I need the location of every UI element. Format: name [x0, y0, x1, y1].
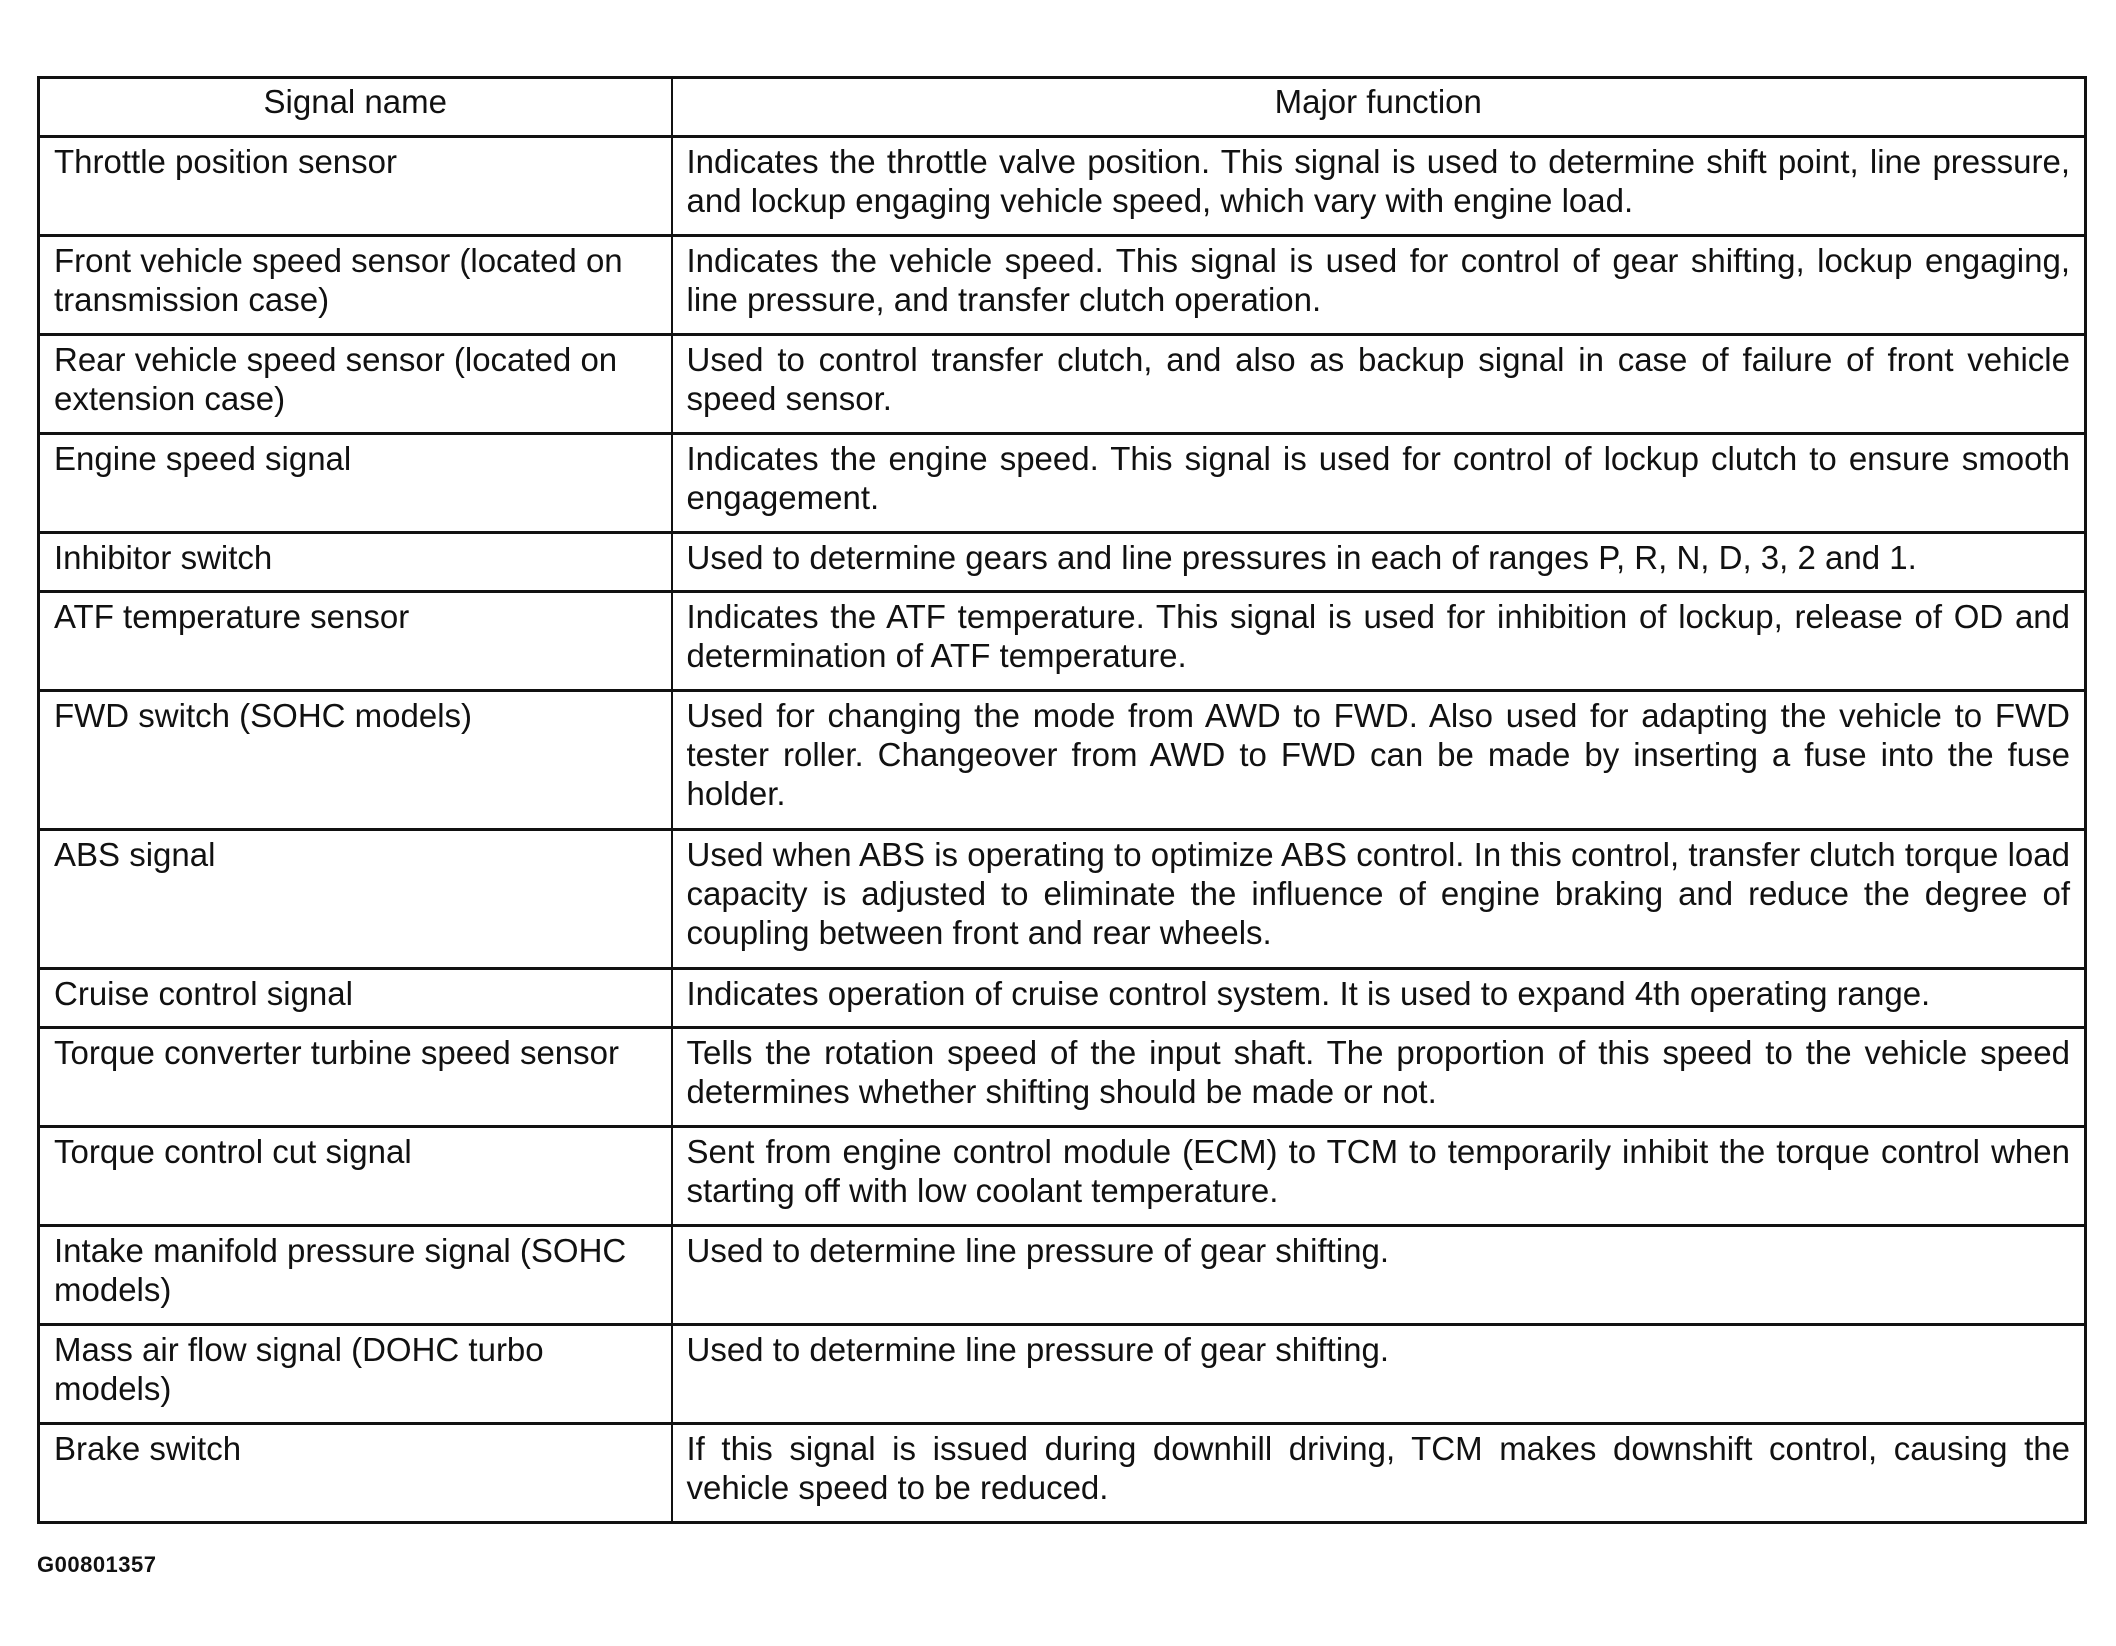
signal-name-cell: Torque converter turbine speed sensor	[39, 1028, 672, 1127]
signal-name-cell: Mass air flow signal (DOHC turbo models)	[39, 1325, 672, 1424]
table-row	[39, 434, 2086, 533]
signal-name-cell: Throttle position sensor	[39, 137, 672, 236]
header-signal-name: Signal name	[39, 78, 672, 137]
major-function-cell: Used when ABS is operating to optimize ABS control. In this control, transfer clutch torque load capacity is adjusted to eliminate the influence of engine braking and reduce the degree of coupling between front and rear wheels.	[672, 830, 2086, 969]
table-row	[39, 1028, 2086, 1127]
signal-name-cell: Engine speed signal	[39, 434, 672, 533]
table-row	[39, 1127, 2086, 1226]
header-major-function: Major function	[672, 78, 2086, 137]
signal-name-cell: Inhibitor switch	[39, 533, 672, 592]
table-row	[39, 1226, 2086, 1325]
table-row	[39, 335, 2086, 434]
signal-name-cell: Brake switch	[39, 1424, 672, 1523]
table-row	[39, 969, 2086, 1028]
table-row	[39, 691, 2086, 830]
major-function-cell: Indicates operation of cruise control system. It is used to expand 4th operating range.	[672, 969, 2086, 1028]
major-function-cell: Tells the rotation speed of the input shaft. The proportion of this speed to the vehicle speed determines whether shifting should be made or not.	[672, 1028, 2086, 1127]
major-function-cell: Used to determine line pressure of gear shifting.	[672, 1226, 2086, 1325]
signal-name-cell: ABS signal	[39, 830, 672, 969]
signal-name-cell: Front vehicle speed sensor (located on transmission case)	[39, 236, 672, 335]
major-function-cell: If this signal is issued during downhill driving, TCM makes downshift control, causing the vehicle speed to be reduced.	[672, 1424, 2086, 1523]
major-function-cell: Indicates the vehicle speed. This signal is used for control of gear shifting, lockup engaging, line pressure, and transfer clutch operation.	[672, 236, 2086, 335]
table-row	[39, 830, 2086, 969]
major-function-cell: Used to determine line pressure of gear shifting.	[672, 1325, 2086, 1424]
signal-name-cell: FWD switch (SOHC models)	[39, 691, 672, 830]
major-function-cell: Used for changing the mode from AWD to FWD. Also used for adapting the vehicle to FWD tester roller. Changeover from AWD to FWD can be made by inserting a fuse into the fuse holder.	[672, 691, 2086, 830]
table-row	[39, 236, 2086, 335]
major-function-cell: Used to control transfer clutch, and also as backup signal in case of failure of front vehicle speed sensor.	[672, 335, 2086, 434]
table-row	[39, 1325, 2086, 1424]
signal-name-cell: Cruise control signal	[39, 969, 672, 1028]
table-header-row	[39, 78, 2086, 137]
major-function-cell: Sent from engine control module (ECM) to TCM to temporarily inhibit the torque control when starting off with low coolant temperature.	[672, 1127, 2086, 1226]
major-function-cell: Indicates the throttle valve position. This signal is used to determine shift point, line pressure, and lockup engaging vehicle speed, which vary with engine load.	[672, 137, 2086, 236]
signal-name-cell: Intake manifold pressure signal (SOHC models)	[39, 1226, 672, 1325]
signal-name-cell: Torque control cut signal	[39, 1127, 672, 1226]
major-function-cell: Indicates the engine speed. This signal is used for control of lockup clutch to ensure smooth engagement.	[672, 434, 2086, 533]
signal-name-cell: ATF temperature sensor	[39, 592, 672, 691]
signal-function-table	[37, 76, 2087, 1524]
major-function-cell: Used to determine gears and line pressures in each of ranges P, R, N, D, 3, 2 and 1.	[672, 533, 2086, 592]
table-row	[39, 137, 2086, 236]
table-row	[39, 592, 2086, 691]
table-row	[39, 533, 2086, 592]
signal-name-cell: Rear vehicle speed sensor (located on extension case)	[39, 335, 672, 434]
major-function-cell: Indicates the ATF temperature. This signal is used for inhibition of lockup, release of OD and determination of ATF temperature.	[672, 592, 2086, 691]
figure-code: G00801357	[37, 1552, 157, 1577]
table-row	[39, 1424, 2086, 1523]
